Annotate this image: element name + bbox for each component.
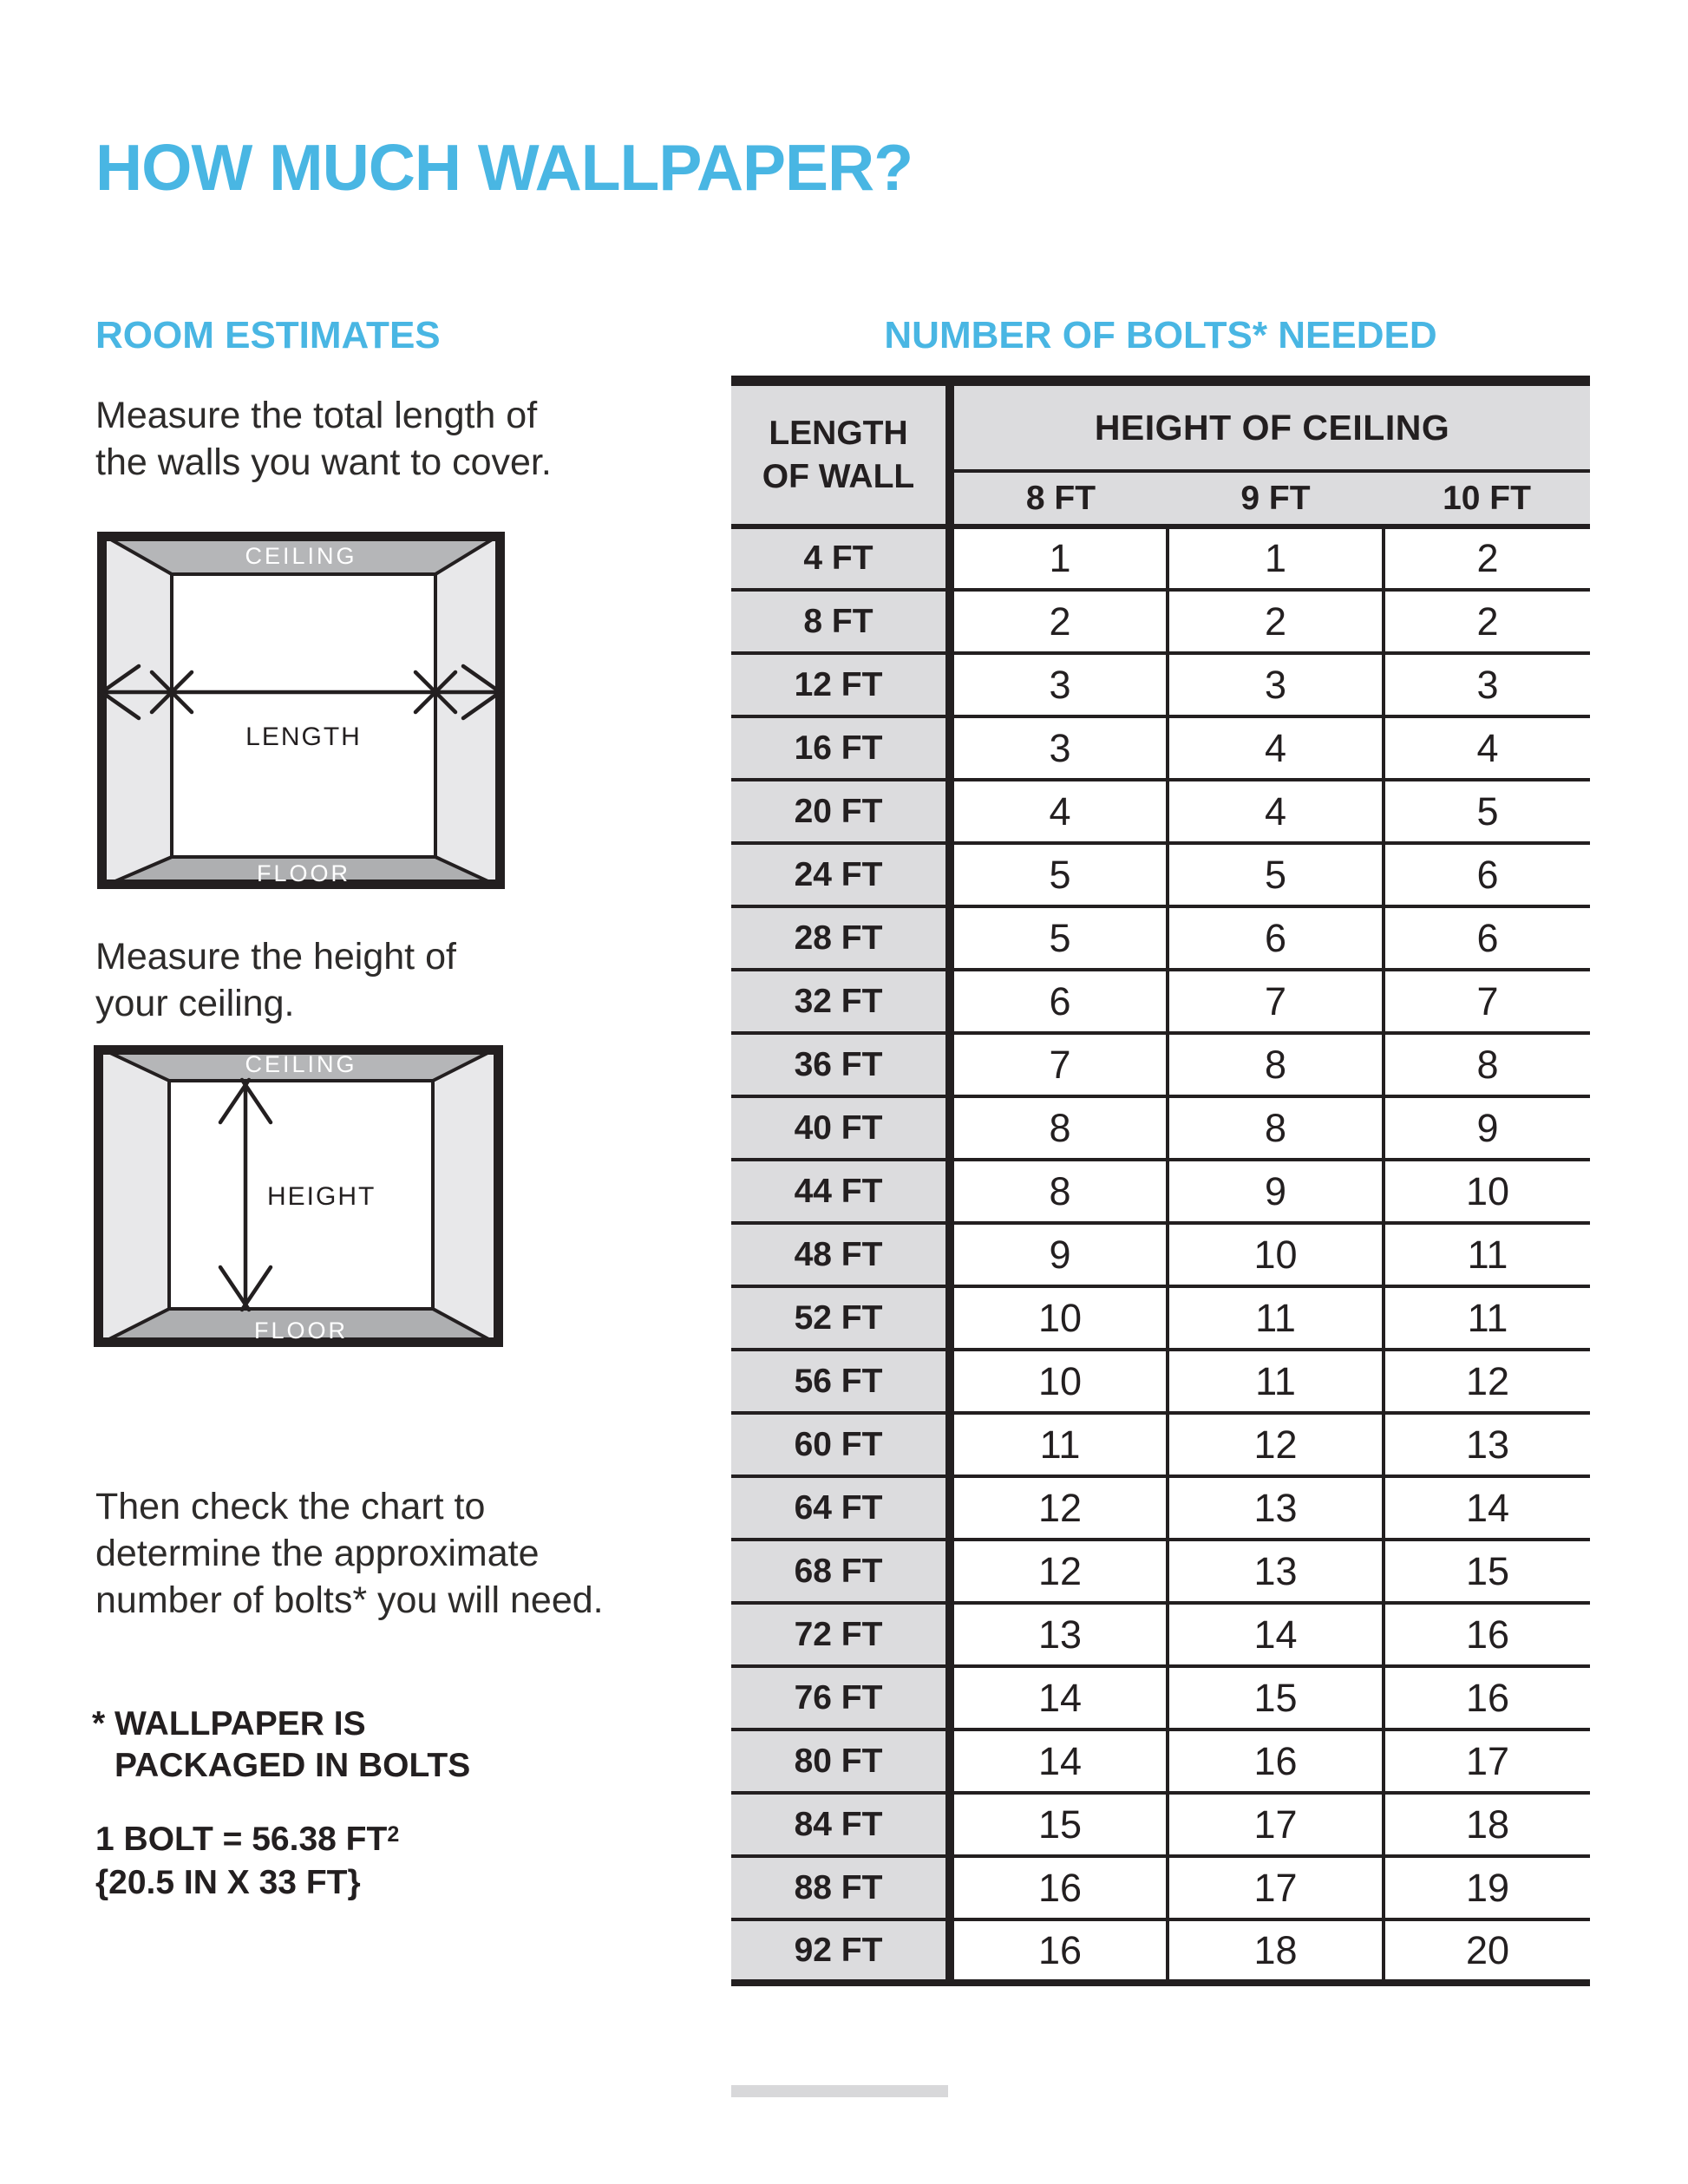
bolts-9ft-value: 3 — [1168, 653, 1384, 716]
bolts-8ft-value: 10 — [950, 1286, 1168, 1350]
table-left-column-shadow — [731, 2085, 948, 2097]
row-length-label: 40 FT — [731, 1096, 950, 1160]
table-row — [731, 1160, 1590, 1223]
bolts-8ft-value: 12 — [950, 1540, 1168, 1603]
floor-label: FLOOR — [256, 860, 351, 886]
bolts-8ft-value: 3 — [950, 716, 1168, 780]
bolts-10ft-value: 11 — [1384, 1223, 1590, 1286]
bolts-8ft-value: 2 — [950, 590, 1168, 653]
height-of-ceiling-header: HEIGHT OF CEILING — [950, 381, 1590, 471]
bolts-10ft-value: 2 — [1384, 526, 1590, 590]
bolts-10ft-value: 13 — [1384, 1413, 1590, 1476]
bolts-8ft-value: 8 — [950, 1160, 1168, 1223]
row-length-label: 76 FT — [731, 1666, 950, 1730]
bolts-needed-table — [731, 376, 1590, 1986]
bolts-10ft-value: 6 — [1384, 906, 1590, 970]
bolts-10ft-value: 9 — [1384, 1096, 1590, 1160]
bolts-9ft-value: 10 — [1168, 1223, 1384, 1286]
row-length-label: 88 FT — [731, 1856, 950, 1919]
bolts-9ft-value: 9 — [1168, 1160, 1384, 1223]
bolts-9ft-value: 12 — [1168, 1413, 1384, 1476]
text-line: LENGTH — [769, 414, 908, 452]
squared-superscript: 2 — [387, 1822, 400, 1847]
bolts-8ft-value: 8 — [950, 1096, 1168, 1160]
text-line: OF WALL — [762, 457, 915, 495]
instruction-measure-length — [95, 392, 552, 486]
bolts-10ft-value: 17 — [1384, 1730, 1590, 1793]
text-line: determine the approximate — [95, 1533, 540, 1574]
bolts-10ft-value: 7 — [1384, 970, 1590, 1033]
text-line: Measure the height of — [95, 936, 456, 978]
table-header-row — [731, 381, 1590, 471]
row-length-label: 60 FT — [731, 1413, 950, 1476]
bolts-8ft-value: 6 — [950, 970, 1168, 1033]
bolt-spec-text: 1 BOLT = 56.38 FT — [95, 1821, 388, 1858]
bolts-8ft-value: 5 — [950, 843, 1168, 906]
table-row — [731, 1666, 1590, 1730]
row-length-label: 20 FT — [731, 780, 950, 843]
wallpaper-bolts-footnote — [92, 1703, 470, 1787]
bolts-8ft-value: 16 — [950, 1919, 1168, 1983]
bolts-9ft-value: 8 — [1168, 1096, 1384, 1160]
height-measure-label: HEIGHT — [267, 1182, 376, 1211]
col-header-10ft: 10 FT — [1384, 471, 1590, 526]
bolts-8ft-value: 5 — [950, 906, 1168, 970]
bolts-10ft-value: 8 — [1384, 1033, 1590, 1096]
text-line: * WALLPAPER IS — [92, 1705, 366, 1743]
bolts-8ft-value: 7 — [950, 1033, 1168, 1096]
bolts-9ft-value: 17 — [1168, 1793, 1384, 1856]
row-length-label: 24 FT — [731, 843, 950, 906]
bolts-9ft-value: 18 — [1168, 1919, 1384, 1983]
bolts-10ft-value: 5 — [1384, 780, 1590, 843]
right-wall-surface — [433, 1045, 503, 1347]
bolts-10ft-value: 11 — [1384, 1286, 1590, 1350]
bolts-9ft-value: 11 — [1168, 1350, 1384, 1413]
bolts-10ft-value: 10 — [1384, 1160, 1590, 1223]
bolts-10ft-value: 14 — [1384, 1476, 1590, 1540]
row-length-label: 72 FT — [731, 1603, 950, 1666]
text-line: Then check the chart to — [95, 1486, 486, 1527]
row-length-label: 8 FT — [731, 590, 950, 653]
right-wall-surface — [435, 532, 505, 889]
table-row — [731, 1476, 1590, 1540]
bolts-8ft-value: 11 — [950, 1413, 1168, 1476]
bolts-8ft-value: 3 — [950, 653, 1168, 716]
table-row — [731, 780, 1590, 843]
instruction-check-chart — [95, 1483, 604, 1624]
bolts-8ft-value: 16 — [950, 1856, 1168, 1919]
row-length-label: 44 FT — [731, 1160, 950, 1223]
table-row — [731, 653, 1590, 716]
row-length-label: 68 FT — [731, 1540, 950, 1603]
bolts-10ft-value: 6 — [1384, 843, 1590, 906]
table-row — [731, 716, 1590, 780]
ceiling-label: CEILING — [245, 543, 357, 569]
table-row — [731, 1286, 1590, 1350]
ceiling-label: CEILING — [245, 1051, 357, 1077]
table-row — [731, 843, 1590, 906]
left-wall-surface — [94, 1045, 169, 1347]
back-wall-surface — [172, 574, 435, 857]
bolts-10ft-value: 3 — [1384, 653, 1590, 716]
bolts-9ft-value: 7 — [1168, 970, 1384, 1033]
table-row — [731, 1540, 1590, 1603]
table-row — [731, 1793, 1590, 1856]
length-measure-label: LENGTH — [245, 723, 362, 751]
bolts-9ft-value: 5 — [1168, 843, 1384, 906]
bolts-9ft-value: 11 — [1168, 1286, 1384, 1350]
bolts-10ft-value: 2 — [1384, 590, 1590, 653]
bolts-8ft-value: 10 — [950, 1350, 1168, 1413]
bolts-8ft-value: 9 — [950, 1223, 1168, 1286]
table-row — [731, 970, 1590, 1033]
table-row — [731, 1096, 1590, 1160]
text-line: Measure the total length of — [95, 395, 538, 436]
bolts-10ft-value: 20 — [1384, 1919, 1590, 1983]
row-length-label: 36 FT — [731, 1033, 950, 1096]
row-length-label: 52 FT — [731, 1286, 950, 1350]
floor-label: FLOOR — [253, 1318, 349, 1344]
table-row — [731, 1603, 1590, 1666]
room-height-diagram — [94, 1045, 503, 1347]
bolts-9ft-value: 6 — [1168, 906, 1384, 970]
bolts-9ft-value: 13 — [1168, 1476, 1384, 1540]
bolts-9ft-value: 4 — [1168, 716, 1384, 780]
col-header-9ft: 9 FT — [1168, 471, 1384, 526]
text-line: PACKAGED IN BOLTS — [114, 1747, 471, 1784]
bolts-9ft-value: 15 — [1168, 1666, 1384, 1730]
row-length-label: 92 FT — [731, 1919, 950, 1983]
text-line: your ceiling. — [95, 983, 295, 1024]
bolts-10ft-value: 4 — [1384, 716, 1590, 780]
row-length-label: 28 FT — [731, 906, 950, 970]
room-length-diagram — [97, 532, 505, 889]
bolts-9ft-value: 13 — [1168, 1540, 1384, 1603]
row-length-label: 16 FT — [731, 716, 950, 780]
bolts-8ft-value: 4 — [950, 780, 1168, 843]
bolts-9ft-value: 17 — [1168, 1856, 1384, 1919]
room-estimates-heading: ROOM ESTIMATES — [95, 314, 441, 356]
text-line: the walls you want to cover. — [95, 441, 552, 483]
text-line — [95, 1813, 399, 1861]
row-length-label: 32 FT — [731, 970, 950, 1033]
bolts-10ft-value: 15 — [1384, 1540, 1590, 1603]
row-length-label: 84 FT — [731, 1793, 950, 1856]
bolts-8ft-value: 13 — [950, 1603, 1168, 1666]
table-row — [731, 1730, 1590, 1793]
table-row — [731, 1919, 1590, 1983]
bolts-8ft-value: 1 — [950, 526, 1168, 590]
bolt-table-body — [731, 526, 1590, 1983]
left-wall-surface — [97, 532, 172, 889]
table-row — [731, 1413, 1590, 1476]
bolts-10ft-value: 12 — [1384, 1350, 1590, 1413]
row-length-label: 12 FT — [731, 653, 950, 716]
row-length-label: 64 FT — [731, 1476, 950, 1540]
row-length-label: 48 FT — [731, 1223, 950, 1286]
bolts-needed-heading: NUMBER OF BOLTS* NEEDED — [884, 314, 1437, 356]
row-length-label: 4 FT — [731, 526, 950, 590]
table-row — [731, 590, 1590, 653]
length-of-wall-header — [731, 381, 950, 526]
instruction-measure-height — [95, 933, 456, 1027]
bolt-size-spec — [95, 1813, 399, 1905]
text-line: number of bolts* you will need. — [95, 1579, 604, 1621]
bolts-9ft-value: 2 — [1168, 590, 1384, 653]
bolts-10ft-value: 19 — [1384, 1856, 1590, 1919]
bolts-8ft-value: 12 — [950, 1476, 1168, 1540]
bolts-9ft-value: 14 — [1168, 1603, 1384, 1666]
bolts-8ft-value: 14 — [950, 1730, 1168, 1793]
bolts-10ft-value: 16 — [1384, 1666, 1590, 1730]
bolts-9ft-value: 8 — [1168, 1033, 1384, 1096]
bolts-9ft-value: 4 — [1168, 780, 1384, 843]
bolts-10ft-value: 18 — [1384, 1793, 1590, 1856]
bolts-9ft-value: 1 — [1168, 526, 1384, 590]
table-row — [731, 1350, 1590, 1413]
col-header-8ft: 8 FT — [950, 471, 1168, 526]
table-row — [731, 526, 1590, 590]
bolts-8ft-value: 14 — [950, 1666, 1168, 1730]
row-length-label: 80 FT — [731, 1730, 950, 1793]
text-line: {20.5 IN X 33 FT} — [95, 1864, 361, 1901]
bolts-10ft-value: 16 — [1384, 1603, 1590, 1666]
table-row — [731, 1033, 1590, 1096]
table-row — [731, 906, 1590, 970]
bolts-8ft-value: 15 — [950, 1793, 1168, 1856]
page-title: HOW MUCH WALLPAPER? — [95, 131, 913, 205]
row-length-label: 56 FT — [731, 1350, 950, 1413]
table-row — [731, 1223, 1590, 1286]
table-row — [731, 1856, 1590, 1919]
bolts-9ft-value: 16 — [1168, 1730, 1384, 1793]
